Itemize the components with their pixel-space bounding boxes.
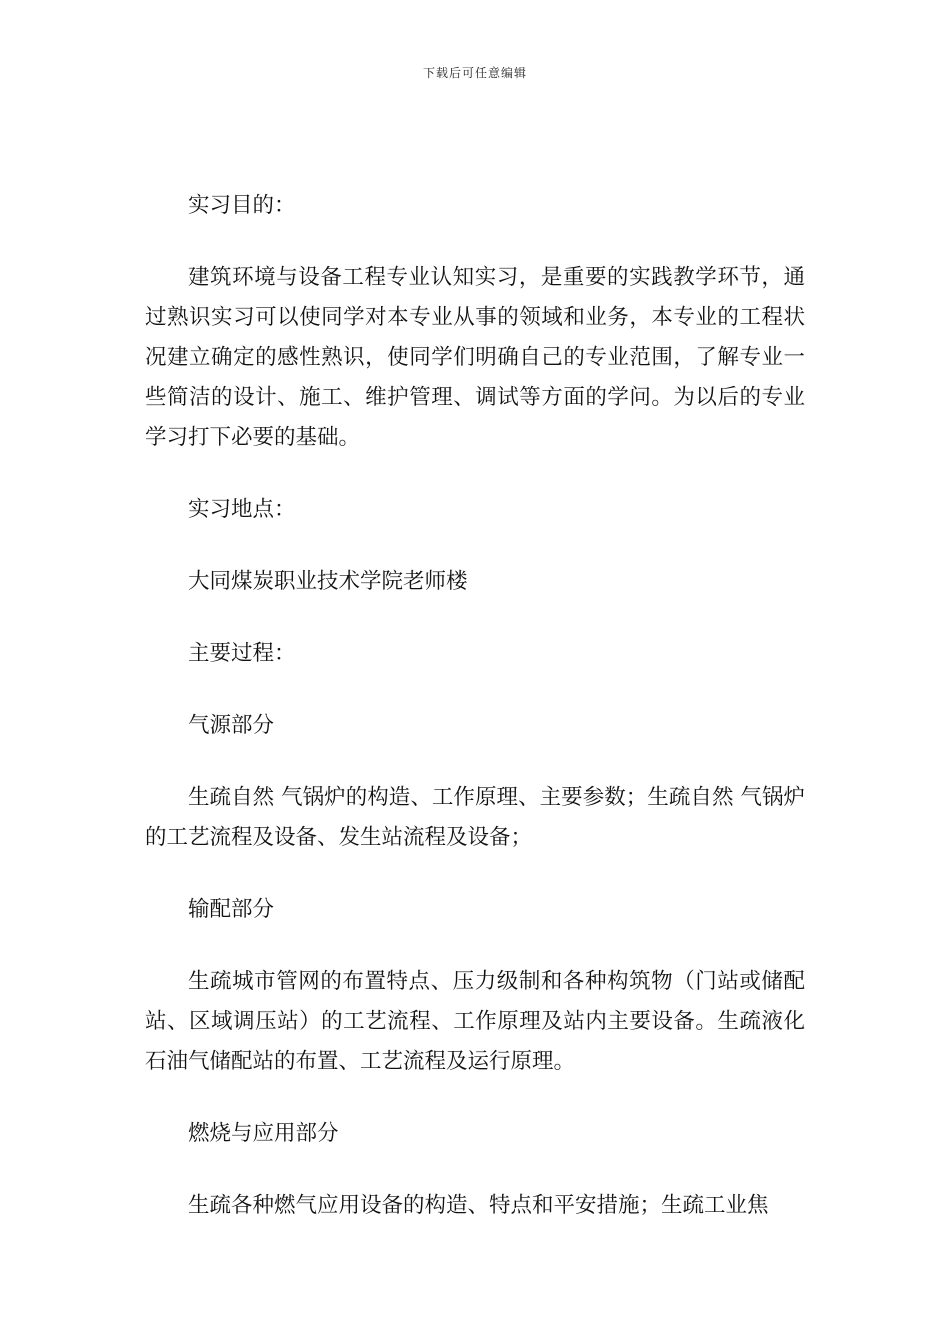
page-header: 下载后可任意编辑 — [422, 66, 527, 80]
heading-main-process: 主要过程： — [188, 641, 296, 666]
paragraph-internship-location: 大同煤炭职业技术学院老师楼 — [188, 569, 468, 594]
paragraph-distribution: 生疏城市管网的布置特点、压力级制和各种构筑物（门站或储配站、区域调压站）的工艺流程、工作原理及站内主要设备。生疏液化石油气储配站的布置、工艺流程及运行原理。 — [145, 969, 805, 1074]
heading-internship-purpose: 实习目的： — [188, 193, 296, 218]
paragraph-internship-purpose: 建筑环境与设备工程专业认知实习，是重要的实践教学环节，通过熟识实习可以使同学对本专业从事的领域和业务，本专业的工程状况建立确定的感性熟识，使同学们明确自己的专业范围，了解专业一些简洁的设计、施工、维护管理、调试等方面的学问。为以后的专业学习打下必要的基础。 — [145, 265, 805, 450]
document-body — [145, 186, 805, 1258]
heading-gas-source: 气源部分 — [188, 713, 275, 738]
paragraph-gas-source: 生疏自然 气锅炉的构造、工作原理、主要参数；生疏自然 气锅炉的工艺流程及设备、发生站流程及设备； — [145, 785, 805, 850]
heading-distribution: 输配部分 — [188, 897, 275, 922]
paragraph-combustion-application: 生疏各种燃气应用设备的构造、特点和平安措施；生疏工业焦 — [188, 1193, 769, 1218]
heading-combustion-application: 燃烧与应用部分 — [188, 1121, 339, 1146]
heading-internship-location: 实习地点： — [188, 497, 296, 522]
